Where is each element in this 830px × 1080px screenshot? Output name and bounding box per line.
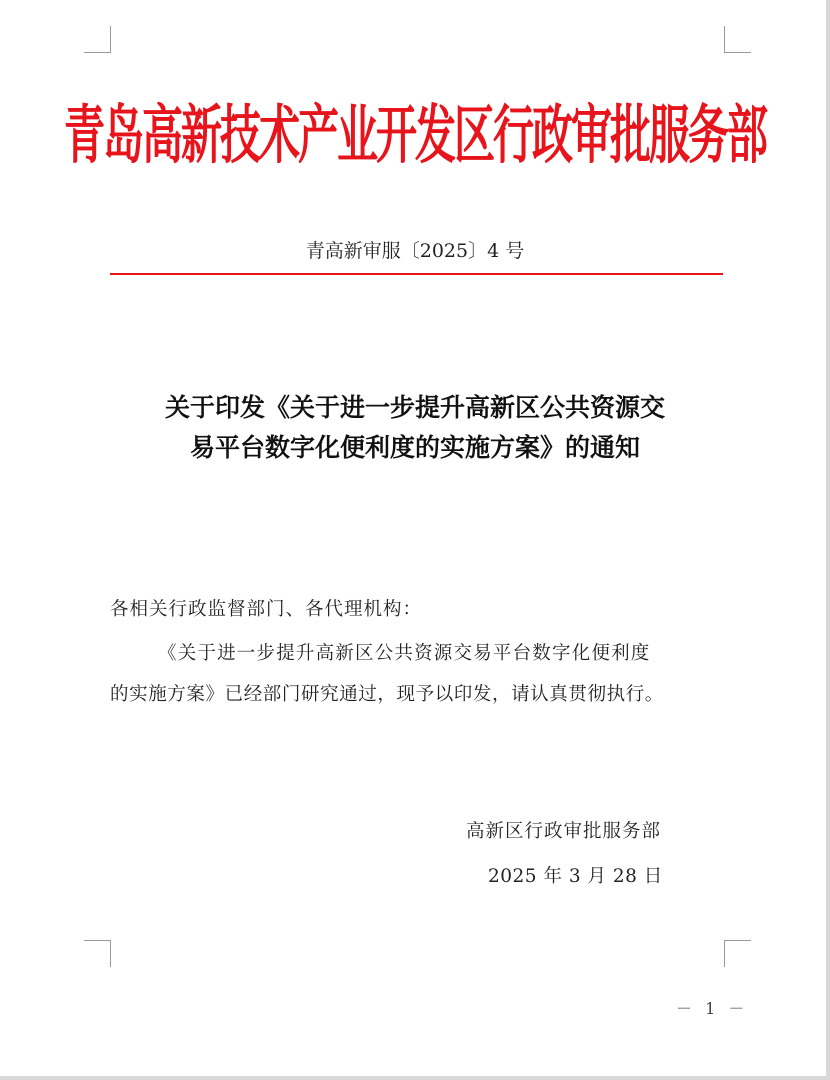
paragraph-line-2: 的实施方案》已经部门研究通过，现予以印发，请认真贯彻执行。 xyxy=(110,684,664,705)
salutation: 各相关行政监督部门、各代理机构： xyxy=(110,599,423,620)
issuer-header: 青岛高新技术产业开发区行政审批服务部 xyxy=(64,97,766,173)
crop-mark-bottom-left xyxy=(84,940,111,967)
red-separator-line xyxy=(110,273,723,275)
page-edge-bottom xyxy=(0,1076,830,1080)
page-number: － 1 － xyxy=(676,999,749,1018)
signature-organization: 高新区行政审批服务部 xyxy=(466,821,662,842)
crop-mark-top-right xyxy=(724,26,751,53)
title-line-2: 易平台数字化便利度的实施方案》的通知 xyxy=(189,433,640,462)
title-line-1: 关于印发《关于进一步提升高新区公共资源交 xyxy=(164,393,665,422)
crop-mark-top-left xyxy=(84,26,111,53)
crop-mark-bottom-right xyxy=(724,940,751,967)
signature-date: 2025 年 3 月 28 日 xyxy=(488,866,663,887)
page-edge-right xyxy=(826,0,830,1080)
document-title xyxy=(90,388,740,468)
paragraph-line-1: 《关于进一步提升高新区公共资源交易平台数字化便利度 xyxy=(158,643,651,664)
document-number: 青高新审服〔2025〕4 号 xyxy=(305,240,525,262)
